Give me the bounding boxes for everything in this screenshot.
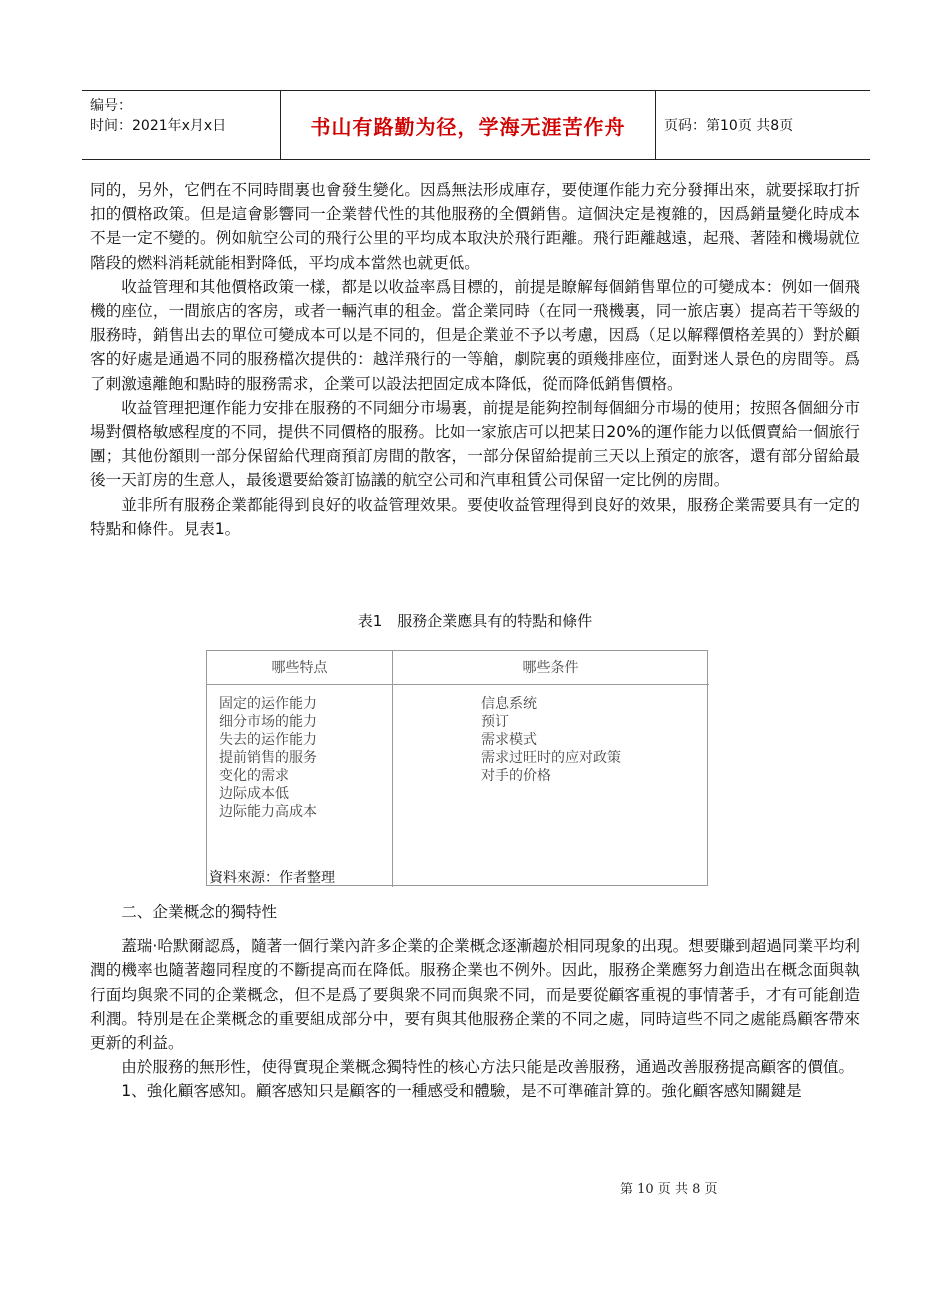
- list-item: 边际成本低: [219, 786, 289, 802]
- page-header: [82, 90, 870, 160]
- paragraph: 收益管理和其他價格政策一樣，都是以收益率爲目標的，前提是瞭解每個銷售單位的可變成本：例如一個飛機的座位，一間旅店的客房，或者一輛汽車的租金。當企業同時（在同一飛機裏，同一旅店裏）提高若干等級的服務時，銷售出去的單位可變成本可以是不同的，但是企業並不予以考慮，因爲（足以解釋價格差異的）對於顧客的好處是通過不同的服務檔次提供的：越洋飛行的一等艙，劇院裏的頭幾排座位，面對迷人景色的房間等。爲了刺激遠離飽和點時的服務需求，企業可以設法把固定成本降低，從而降低銷售價格。: [90, 277, 860, 393]
- motto: 书山有路勤为径，学海无涯苦作舟: [310, 114, 626, 139]
- document-date: 时间：2021年x月x日: [90, 118, 227, 134]
- paragraph: 並非所有服務企業都能得到良好的收益管理效果。要使收益管理得到良好的效果，服務企業需要具有一定的特點和條件。見表1。: [90, 495, 860, 538]
- page-info: 页码：第10页 共8页: [664, 118, 794, 134]
- list-item: 提前销售的服务: [219, 750, 317, 766]
- header-page-cell: [656, 91, 870, 159]
- table-header-conditions: 哪些条件: [522, 660, 579, 676]
- list-item: 失去的运作能力: [219, 732, 317, 748]
- header-motto-cell: [281, 91, 656, 159]
- table-source: 資料來源：作者整理: [209, 870, 335, 886]
- paragraph: 蓋瑞·哈默爾認爲，隨著一個行業內許多企業的企業概念逐漸趨於相同現象的出現。想要賺到超過同業平均利潤的機率也隨著趨同程度的不斷提高而在降低。服務企業也不例外。因此，服務企業應努力創造出在概念面與執行面均與衆不同的企業概念，但不是爲了要與衆不同而與衆不同，而是要從顧客重視的事情著手，才有可能創造利潤。特別是在企業概念的重要組成部分中，要有與其他服務企業的不同之處，同時這些不同之處能爲顧客帶來更新的利益。: [90, 937, 860, 1053]
- list-item: 需求模式: [481, 732, 537, 748]
- table-divider: [207, 684, 709, 685]
- list-item: 边际能力高成本: [219, 804, 317, 820]
- features-list: [219, 695, 317, 821]
- list-item: 对手的价格: [481, 768, 551, 784]
- table-caption: 表1 服務企業應具有的特點和條件: [357, 612, 593, 630]
- list-item: 变化的需求: [219, 768, 289, 784]
- table-header-features: 哪些特点: [271, 660, 328, 676]
- body-text: [90, 178, 860, 541]
- list-item: 细分市场的能力: [219, 714, 317, 730]
- section-title: 二、企業概念的獨特性: [121, 903, 278, 921]
- document-number: 编号：: [90, 98, 132, 114]
- page-footer: 第 10 页 共 8 页: [620, 1182, 718, 1197]
- paragraph: 同的，另外，它們在不同時間裏也會發生變化。因爲無法形成庫存，要使運作能力充分發揮出來，就要採取打折扣的價格政策。但是這會影響同一企業替代性的其他服務的全價銷售。這個決定是複雜的，因爲銷量變化時成本不是一定不變的。例如航空公司的飛行公里的平均成本取決於飛行距離。飛行距離越遠，起飛、著陸和機場就位階段的燃料消耗就能相對降低，平均成本當然也就更低。: [90, 181, 860, 272]
- characteristics-table: [206, 650, 708, 886]
- list-item: 预订: [481, 714, 509, 730]
- list-item: 固定的运作能力: [219, 696, 317, 712]
- paragraph: 由於服務的無形性，使得實現企業概念獨特性的核心方法只能是改善服務，通過改善服務提高顧客的價值。: [121, 1058, 855, 1077]
- body-text-2: [90, 900, 860, 1104]
- table-divider: [392, 651, 393, 887]
- paragraph: 1、強化顧客感知。顧客感知只是顧客的一種感受和體驗，是不可準確計算的。強化顧客感知關鍵是: [121, 1082, 802, 1101]
- list-item: 信息系统: [481, 696, 537, 712]
- conditions-list: [481, 695, 621, 785]
- paragraph: 收益管理把運作能力安排在服務的不同細分市場裏，前提是能夠控制每個細分市場的使用；按照各個細分市場對價格敏感程度的不同，提供不同價格的服務。比如一家旅店可以把某日20%的運作能力以低價賣給一個旅行團；其他份額則一部分保留給代理商預訂房間的散客，一部分保留給提前三天以上預定的旅客，還有部分留給最後一天訂房的生意人，最後還要給簽訂協議的航空公司和汽車租賃公司保留一定比例的房間。: [90, 398, 860, 490]
- header-meta-cell: [82, 91, 281, 159]
- list-item: 需求过旺时的应对政策: [481, 750, 621, 766]
